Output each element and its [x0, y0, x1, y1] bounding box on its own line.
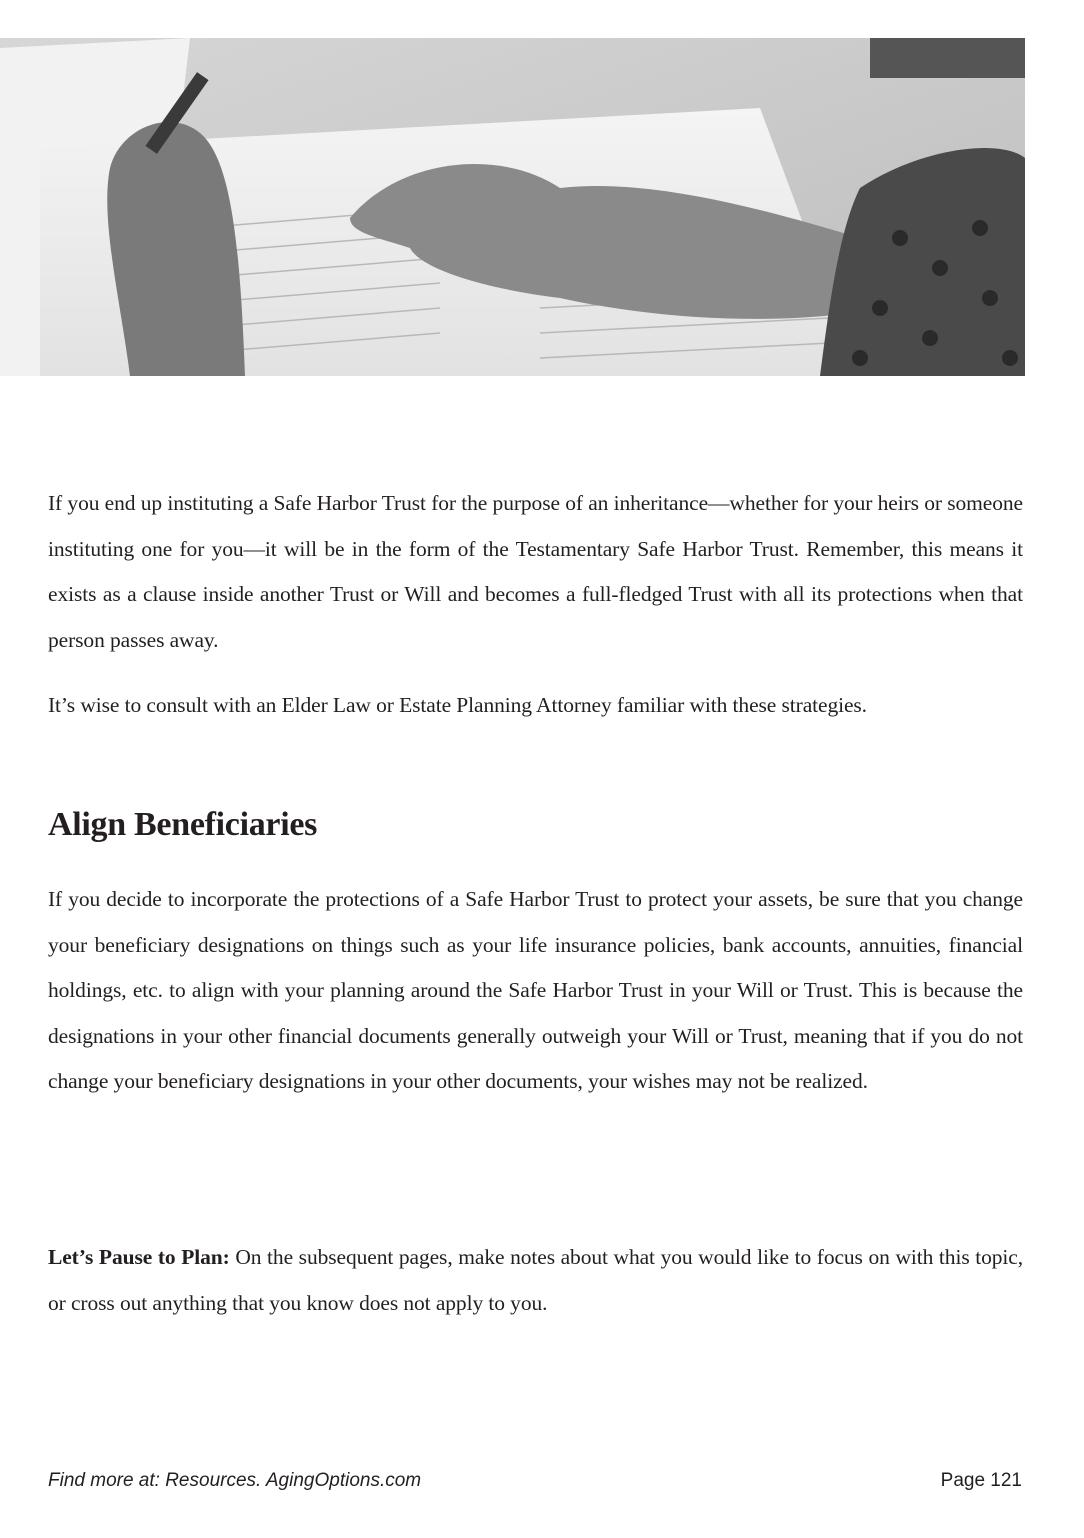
pause-to-plan-label: Let’s Pause to Plan:	[48, 1245, 230, 1269]
page-number: Page 121	[940, 1470, 1022, 1491]
intro-paragraph-2: It’s wise to consult with an Elder Law or Estate Planning Attorney familiar with these strategies.	[48, 693, 867, 717]
header-photo	[0, 38, 1025, 376]
section-paragraph: If you decide to incorporate the protections of a Safe Harbor Trust to protect your assets, be sure that you change your beneficiary designations on things such as your life insurance policies, bank accounts, annuities, financial holdings, etc. to align with your planning around the Safe Harbor Trust in your Will or Trust. This is because the designations in your other financial documents generally outweigh your Will or Trust, meaning that if you do not change your beneficiary designations in your other documents, your wishes may not be realized.	[48, 887, 1023, 1093]
footer-resource-link[interactable]: Find more at: Resources. AgingOptions.com	[48, 1470, 422, 1491]
pause-to-plan-paragraph	[48, 1235, 1023, 1326]
section-heading: Align Beneficiaries	[48, 806, 318, 843]
intro-paragraph-1: If you end up instituting a Safe Harbor Trust for the purpose of an inheritance—whether for your heirs or someone instituting one for you—it will be in the form of the Testamentary Safe Harbor Trust. Remember, this means it exists as a clause inside another Trust or Will and becomes a full-fledged Trust with all its protections when that person passes away.	[48, 491, 1023, 652]
photo-image-icon	[0, 38, 1025, 376]
pause-to-plan-text: On the subsequent pages, make notes about what you would like to focus on with this topic, or cross out anything that you know does not apply to you.	[48, 1245, 1023, 1315]
